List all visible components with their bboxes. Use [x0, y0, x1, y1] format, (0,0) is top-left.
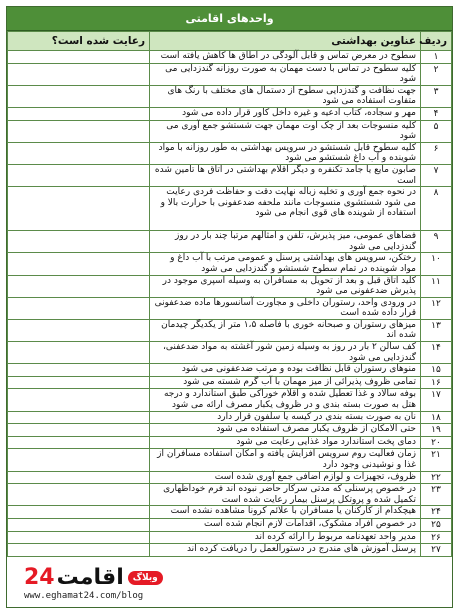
compliance-cell[interactable]	[8, 389, 150, 411]
compliance-cell[interactable]	[8, 120, 150, 142]
row-description: کلیه سطوح قابل شستشو در سرویس بهداشتی به طور روزانه با مواد شوینده و آب داغ شستشو می شود	[150, 142, 421, 164]
table-row	[8, 275, 452, 297]
compliance-cell[interactable]	[8, 342, 150, 364]
row-description: در نحوه جمع آوری و تخلیه زباله نهایت دقت و حفاظت فردی رعایت می شود شستشوی منسوجات مانند ملحفه ضدعفونی با حرارت بالا و استفاده از شوینده های قوی انجام می شود	[150, 187, 421, 231]
row-description: صابون مایع یا جامد تکنفره و دیگر اقلام بهداشتی در اتاق ها تامین شده است	[150, 164, 421, 186]
row-number: ۱۰	[421, 253, 452, 275]
watermark-logo	[24, 565, 163, 590]
table-row	[8, 297, 452, 319]
watermark-url: www.eghamat24.com/blog	[24, 591, 144, 601]
compliance-cell[interactable]	[8, 506, 150, 519]
row-description: هیچکدام از کارکنان یا مسافران با علائم کرونا مشاهده نشده است	[150, 506, 421, 519]
table-row	[8, 253, 452, 275]
compliance-cell[interactable]	[8, 471, 150, 484]
table-row	[8, 142, 452, 164]
row-number: ۱۲	[421, 297, 452, 319]
table-row	[8, 107, 452, 120]
compliance-cell[interactable]	[8, 142, 150, 164]
header-row	[8, 32, 452, 51]
accommodation-checklist-sheet	[6, 6, 453, 608]
row-description: پرسنل آموزش های مندرج در دستورالعمل را دریافت کرده اند	[150, 544, 421, 557]
row-description: کلیه منسوجات بعد از چک اوت مهمان جهت شستشو جمع آوری می شود	[150, 120, 421, 142]
row-number: ۴	[421, 107, 452, 120]
table-row	[8, 518, 452, 531]
table-row	[8, 63, 452, 85]
compliance-cell[interactable]	[8, 85, 150, 107]
table-row	[8, 364, 452, 377]
watermark-brand-text: اقامت	[56, 565, 124, 590]
compliance-cell[interactable]	[8, 411, 150, 424]
row-description: کلید اتاق قبل و بعد از تحویل به مسافران به وسیله اسپری موجود در پذیرش ضدعفونی می شود	[150, 275, 421, 297]
checklist-table	[7, 31, 452, 557]
table-row	[8, 120, 452, 142]
row-number: ۱	[421, 51, 452, 64]
compliance-cell[interactable]	[8, 436, 150, 449]
compliance-cell[interactable]	[8, 376, 150, 389]
table-row	[8, 187, 452, 231]
row-description: زمان فعالیت روم سرویس افزایش یافته و امکان استفاده مسافران از غذا و نوشیدنی وجود دارد	[150, 449, 421, 471]
row-number: ۱۴	[421, 342, 452, 364]
header-row-number: ردیف	[421, 32, 452, 51]
compliance-cell[interactable]	[8, 544, 150, 557]
row-number: ۱۷	[421, 389, 452, 411]
compliance-cell[interactable]	[8, 319, 150, 341]
row-description: در ورودی واحد، رستوران داخلی و مجاورت آسانسورها ماده ضدعفونی قرار داده شده است	[150, 297, 421, 319]
watermark	[24, 565, 204, 601]
row-description: رختکن، سرویس های بهداشتی پرسنل و عمومی مرتب با آب داغ و مواد شوینده در تمام سطوح شستشو و گندزدایی می شود	[150, 253, 421, 275]
row-number: ۸	[421, 187, 452, 231]
row-number: ۲	[421, 63, 452, 85]
table-row	[8, 85, 452, 107]
row-number: ۱۳	[421, 319, 452, 341]
table-row	[8, 319, 452, 341]
row-number: ۶	[421, 142, 452, 164]
row-description: ظروف، تجهیزات و لوازم اضافی جمع آوری شده است	[150, 471, 421, 484]
row-description: تمامی ظروف پذیرائی از میز مهمان با آب گرم شسته می شود	[150, 376, 421, 389]
compliance-cell[interactable]	[8, 51, 150, 64]
table-row	[8, 436, 452, 449]
row-description: بوفه سالاد و غذا تعطیل شده و اقلام خوراکی طبق استاندارد و درجه هتل به صورت بسته بندی و در ظروف یکبار مصرف ارائه می شود	[150, 389, 421, 411]
table-row	[8, 51, 452, 64]
row-number: ۲۱	[421, 449, 452, 471]
row-number: ۳	[421, 85, 452, 107]
row-number: ۹	[421, 231, 452, 253]
row-description: حتی الامکان از ظروف یکبار مصرف استفاده می شود	[150, 424, 421, 437]
header-health-items: عناوین بهداشتی	[150, 32, 421, 51]
row-description: منوهای رستوران قابل نظافت بوده و مرتب ضدعفونی می شود	[150, 364, 421, 377]
row-description: جهت نظافت و گندزدایی سطوح از دستمال های مختلف با رنگ های متفاوت استفاده می شود	[150, 85, 421, 107]
table-row	[8, 164, 452, 186]
compliance-cell[interactable]	[8, 275, 150, 297]
row-number: ۱۸	[421, 411, 452, 424]
table-row	[8, 449, 452, 471]
table-row	[8, 342, 452, 364]
table-title: واحدهای اقامتی	[7, 7, 452, 31]
row-number: ۷	[421, 164, 452, 186]
compliance-cell[interactable]	[8, 297, 150, 319]
row-description: کف سالن ۲ بار در روز به وسیله زمین شور آغشته به مواد ضدعفنی، گندزدایی می شود	[150, 342, 421, 364]
table-row	[8, 471, 452, 484]
row-number: ۲۰	[421, 436, 452, 449]
row-number: ۲۵	[421, 518, 452, 531]
compliance-cell[interactable]	[8, 484, 150, 506]
row-number: ۲۷	[421, 544, 452, 557]
row-description: کلیه سطوح در تماس با دست مهمان به صورت روزانه گندزدایی می شود	[150, 63, 421, 85]
row-number: ۱۹	[421, 424, 452, 437]
compliance-cell[interactable]	[8, 364, 150, 377]
row-description: مهر و سجاده، کتاب ادعیه و غیره داخل کاور قرار داده می شود	[150, 107, 421, 120]
row-description: دمای پخت استاندارد مواد غذایی رعایت می شود	[150, 436, 421, 449]
compliance-cell[interactable]	[8, 449, 150, 471]
row-description: در خصوص افراد مشکوک، اقدامات لازم انجام شده است	[150, 518, 421, 531]
watermark-brand-number: 24	[24, 565, 55, 590]
row-description: نان به صورت بسته بندی در کیسه یا سلفون قرار دارد	[150, 411, 421, 424]
table-row	[8, 389, 452, 411]
compliance-cell[interactable]	[8, 231, 150, 253]
compliance-cell[interactable]	[8, 164, 150, 186]
row-number: ۲۲	[421, 471, 452, 484]
row-description: فضاهای عمومی، میز پذیرش، تلفن و امثالهم مرتبا چند بار در روز گندزدایی می شود	[150, 231, 421, 253]
compliance-cell[interactable]	[8, 107, 150, 120]
table-row	[8, 531, 452, 544]
watermark-blog-badge: وبلاگ	[128, 571, 163, 585]
compliance-cell[interactable]	[8, 253, 150, 275]
table-row	[8, 376, 452, 389]
table-row	[8, 411, 452, 424]
row-number: ۲۶	[421, 531, 452, 544]
compliance-cell[interactable]	[8, 424, 150, 437]
row-number: ۵	[421, 120, 452, 142]
row-description: سطوح در معرض تماس و قابل آلودگی در اطاق ها کاهش یافته است	[150, 51, 421, 64]
row-number: ۱۱	[421, 275, 452, 297]
row-description: مدیر واحد تعهدنامه مربوط را ارائه کرده اند	[150, 531, 421, 544]
row-number: ۲۴	[421, 506, 452, 519]
header-compliance: رعایت شده است؟	[8, 32, 150, 51]
row-number: ۱۶	[421, 376, 452, 389]
compliance-cell[interactable]	[8, 63, 150, 85]
row-description: میزهای رستوران و صبحانه خوری با فاصله ۱،۵ متر از یکدیگر چیدمان شده اند	[150, 319, 421, 341]
row-number: ۲۳	[421, 484, 452, 506]
row-number: ۱۵	[421, 364, 452, 377]
row-description: در خصوص پرسنلی که مدتی سرکار حاضر نبوده اند فرم خوداظهاری تکمیل شده و پروتکل پرسنل بیمار رعایت شده است	[150, 484, 421, 506]
compliance-cell[interactable]	[8, 518, 150, 531]
compliance-cell[interactable]	[8, 531, 150, 544]
table-row	[8, 231, 452, 253]
compliance-cell[interactable]	[8, 187, 150, 231]
table-row	[8, 424, 452, 437]
table-row	[8, 484, 452, 506]
table-row	[8, 506, 452, 519]
table-row	[8, 544, 452, 557]
